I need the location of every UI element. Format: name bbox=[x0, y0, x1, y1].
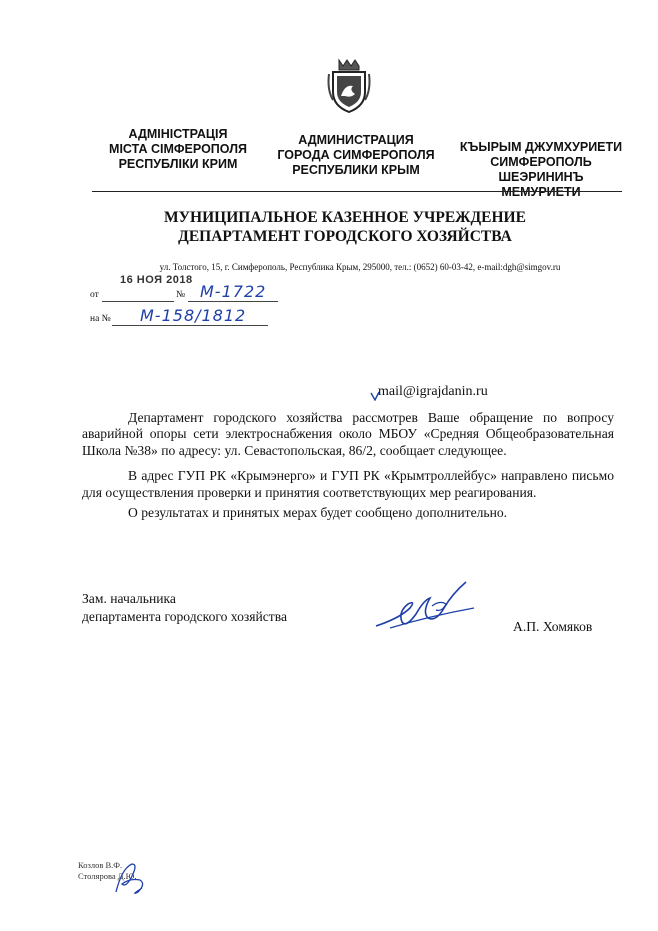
header-ukrainian: АДМІНІСТРАЦІЯ МІСТА СІМФЕРОПОЛЯ РЕСПУБЛІКИ КРИМ bbox=[109, 127, 247, 171]
signatory-title: Зам. начальника департамента городского хозяйства bbox=[82, 591, 288, 624]
body-paragraph-2: В адрес ГУП РК «Крымэнерго» и ГУП РК «Крымтроллейбус» направлено письмо для осуществления проверки и принятия соответствующих мер реагирования. bbox=[82, 468, 614, 500]
institution-name: МУНИЦИПАЛЬНОЕ КАЗЕННОЕ УЧРЕЖДЕНИЕ ДЕПАРТАМЕНТ ГОРОДСКОГО ХОЗЯЙСТВА bbox=[164, 209, 526, 245]
executors: Козлов В.Ф. Столярова Д.Ю. bbox=[78, 860, 137, 881]
number-label: № bbox=[176, 290, 186, 300]
recipient-email: mail@igrajdanin.ru bbox=[378, 384, 488, 399]
body-paragraph-3: О результатах и принятых мерах будет сообщено дополнительно. bbox=[128, 505, 508, 521]
header-crimean-tatar: КЪЫРЫМ ДЖУМХУРИЕТИ СИМФЕРОПОЛЬ ШЕЭРИНИНЪ МЕМУРИЕТИ bbox=[459, 140, 623, 199]
letter-body bbox=[82, 410, 614, 521]
from-label: от bbox=[90, 290, 99, 300]
outgoing-number: М-1722 bbox=[200, 282, 267, 301]
header-divider bbox=[92, 191, 622, 192]
handwritten-signature bbox=[370, 578, 480, 636]
header-russian: АДМИНИСТРАЦИЯ ГОРОДА СИМФЕРОПОЛЯ РЕСПУБЛИКИ КРЫМ bbox=[277, 133, 435, 177]
institution-address: ул. Толстого, 15, г. Симферополь, Республика Крым, 295000, тел.: (0652) 60-03-42, e-mail:dgh@simgov.ru bbox=[159, 262, 561, 272]
reply-number: М-158/1812 bbox=[140, 306, 247, 325]
number-line bbox=[188, 301, 278, 302]
reply-line bbox=[112, 325, 268, 326]
crimea-coat-of-arms-icon bbox=[325, 56, 373, 114]
registration-date-stamp: 16 НОЯ 2018 bbox=[120, 274, 193, 286]
handwritten-initials bbox=[112, 858, 150, 898]
body-paragraph-1: Департамент городского хозяйства рассмотрев Ваше обращение по вопросу аварийной опоры сети электроснабжения около МБОУ «Средняя Общеобразовательная Школа №38» по адресу: ул. Севастопольская, 86/2, сообщает следующее. bbox=[82, 410, 614, 458]
date-line bbox=[102, 301, 174, 302]
reply-label: на № bbox=[90, 314, 111, 324]
signatory-name: А.П. Хомяков bbox=[513, 619, 593, 634]
